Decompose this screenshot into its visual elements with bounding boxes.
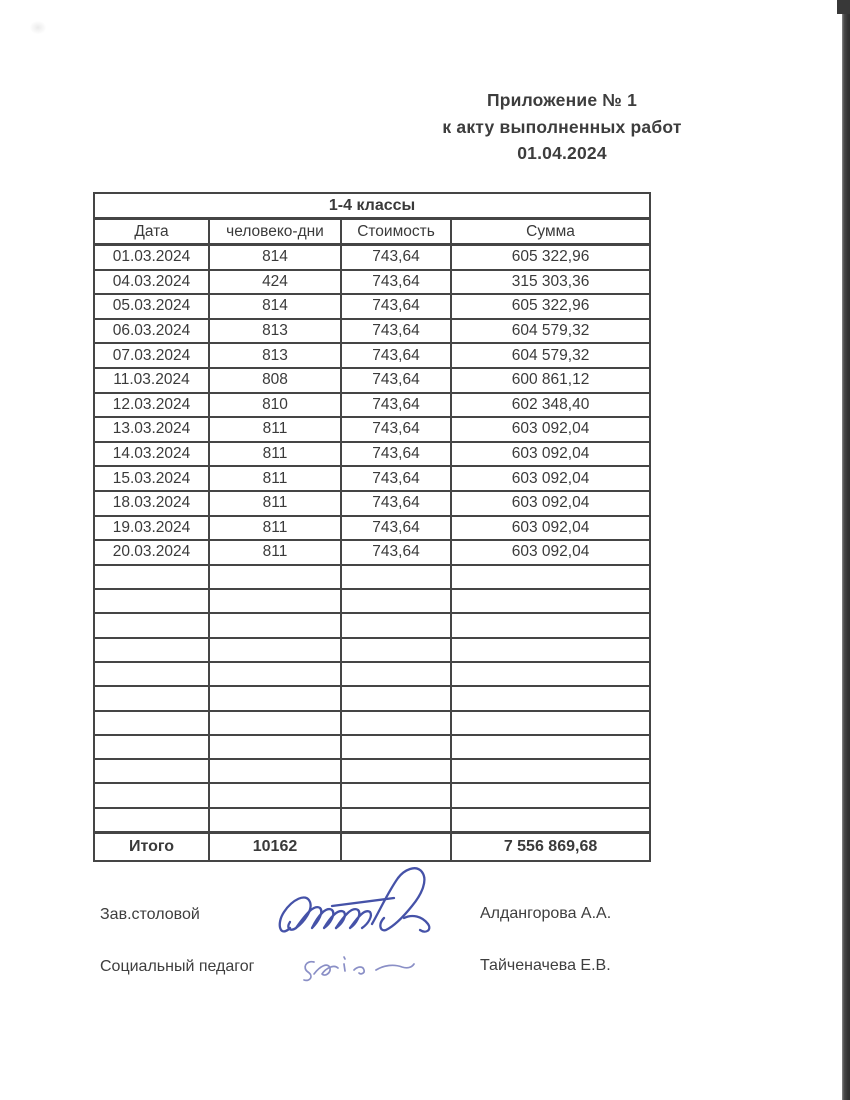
- empty-cell: [341, 613, 451, 637]
- empty-cell: [209, 711, 341, 735]
- empty-cell: [341, 662, 451, 686]
- empty-cell: [94, 589, 209, 613]
- signature-role-canteen-manager: Зав.столовой: [100, 906, 200, 923]
- cost-cell: 743,64: [341, 491, 451, 516]
- table-row: [94, 343, 650, 368]
- cost-cell: 743,64: [341, 343, 451, 368]
- date-cell: 07.03.2024: [94, 343, 209, 368]
- empty-table-row: [94, 638, 650, 662]
- date-cell: 14.03.2024: [94, 442, 209, 467]
- sum-cell: 603 092,04: [451, 442, 650, 467]
- sum-cell: 600 861,12: [451, 368, 650, 393]
- man-days-cell: 813: [209, 343, 341, 368]
- man-days-cell: 811: [209, 417, 341, 442]
- empty-cell: [451, 613, 650, 637]
- empty-cell: [209, 686, 341, 710]
- empty-cell: [451, 589, 650, 613]
- man-days-cell: 810: [209, 393, 341, 418]
- empty-cell: [341, 783, 451, 807]
- total-label: Итого: [94, 832, 209, 861]
- signature-name-social-teacher: Тайченачева Е.В.: [480, 957, 611, 974]
- scan-edge-bar: [842, 0, 850, 1100]
- man-days-cell: 808: [209, 368, 341, 393]
- empty-cell: [209, 759, 341, 783]
- cost-cell: 743,64: [341, 245, 451, 270]
- man-days-cell: 811: [209, 466, 341, 491]
- table-total-row: [94, 832, 650, 861]
- empty-cell: [94, 662, 209, 686]
- total-man-days: 10162: [209, 832, 341, 861]
- table-row: [94, 442, 650, 467]
- scan-edge-corner: [837, 0, 850, 14]
- empty-cell: [451, 638, 650, 662]
- sum-cell: 603 092,04: [451, 417, 650, 442]
- empty-cell: [451, 662, 650, 686]
- table-row: [94, 270, 650, 295]
- table-row: [94, 417, 650, 442]
- cost-cell: 743,64: [341, 294, 451, 319]
- empty-cell: [94, 735, 209, 759]
- empty-cell: [341, 759, 451, 783]
- sum-cell: 603 092,04: [451, 540, 650, 565]
- empty-cell: [209, 589, 341, 613]
- total-cost: [341, 832, 451, 861]
- date-cell: 11.03.2024: [94, 368, 209, 393]
- sum-cell: 605 322,96: [451, 245, 650, 270]
- empty-table-row: [94, 783, 650, 807]
- cost-cell: 743,64: [341, 319, 451, 344]
- col-header-man-days: человеко-дни: [209, 219, 341, 245]
- empty-table-row: [94, 711, 650, 735]
- empty-cell: [341, 589, 451, 613]
- man-days-cell: 814: [209, 245, 341, 270]
- man-days-cell: 424: [209, 270, 341, 295]
- signature-ink-social-teacher: [300, 944, 418, 986]
- man-days-cell: 811: [209, 442, 341, 467]
- table-row: [94, 466, 650, 491]
- empty-cell: [94, 686, 209, 710]
- empty-table-row: [94, 613, 650, 637]
- cost-cell: 743,64: [341, 466, 451, 491]
- empty-cell: [209, 808, 341, 833]
- table-title: 1-4 классы: [94, 193, 650, 219]
- empty-cell: [451, 759, 650, 783]
- table-title-row: [94, 193, 650, 219]
- cost-cell: 743,64: [341, 417, 451, 442]
- empty-cell: [94, 565, 209, 589]
- empty-cell: [341, 638, 451, 662]
- col-header-date: Дата: [94, 219, 209, 245]
- sum-cell: 604 579,32: [451, 319, 650, 344]
- empty-cell: [209, 735, 341, 759]
- date-cell: 12.03.2024: [94, 393, 209, 418]
- meals-table: [93, 192, 651, 862]
- signature-name-canteen-manager: Алдангорова А.А.: [480, 905, 612, 922]
- empty-table-row: [94, 662, 650, 686]
- table-row: [94, 491, 650, 516]
- empty-table-row: [94, 686, 650, 710]
- date-cell: 15.03.2024: [94, 466, 209, 491]
- date-cell: 19.03.2024: [94, 516, 209, 541]
- cost-cell: 743,64: [341, 368, 451, 393]
- empty-cell: [209, 662, 341, 686]
- empty-table-row: [94, 589, 650, 613]
- signature-role-social-teacher: Социальный педагог: [100, 958, 255, 975]
- empty-cell: [451, 735, 650, 759]
- total-sum: 7 556 869,68: [451, 832, 650, 861]
- table-row: [94, 245, 650, 270]
- empty-cell: [451, 565, 650, 589]
- date-cell: 13.03.2024: [94, 417, 209, 442]
- empty-cell: [341, 735, 451, 759]
- empty-table-row: [94, 735, 650, 759]
- cost-cell: 743,64: [341, 393, 451, 418]
- date-cell: 06.03.2024: [94, 319, 209, 344]
- date-cell: 05.03.2024: [94, 294, 209, 319]
- date-cell: 01.03.2024: [94, 245, 209, 270]
- empty-table-row: [94, 565, 650, 589]
- man-days-cell: 811: [209, 491, 341, 516]
- man-days-cell: 813: [209, 319, 341, 344]
- empty-cell: [94, 783, 209, 807]
- sum-cell: 603 092,04: [451, 466, 650, 491]
- header-line-act: к акту выполненных работ: [442, 116, 682, 137]
- empty-cell: [94, 613, 209, 637]
- meals-table-wrapper: [93, 192, 651, 862]
- empty-cell: [94, 808, 209, 833]
- signature-ink-canteen-manager: [276, 862, 446, 948]
- empty-cell: [451, 711, 650, 735]
- empty-cell: [94, 711, 209, 735]
- cost-cell: 743,64: [341, 540, 451, 565]
- date-cell: 20.03.2024: [94, 540, 209, 565]
- table-header-row: [94, 219, 650, 245]
- scan-smudge: [30, 21, 46, 34]
- sum-cell: 603 092,04: [451, 516, 650, 541]
- table-row: [94, 516, 650, 541]
- empty-cell: [341, 686, 451, 710]
- sum-cell: 604 579,32: [451, 343, 650, 368]
- cost-cell: 743,64: [341, 516, 451, 541]
- table-row: [94, 294, 650, 319]
- man-days-cell: 811: [209, 540, 341, 565]
- sum-cell: 603 092,04: [451, 491, 650, 516]
- table-row: [94, 393, 650, 418]
- empty-cell: [451, 783, 650, 807]
- empty-cell: [451, 808, 650, 833]
- empty-cell: [341, 711, 451, 735]
- man-days-cell: 814: [209, 294, 341, 319]
- empty-cell: [341, 808, 451, 833]
- sum-cell: 315 303,36: [451, 270, 650, 295]
- sum-cell: 602 348,40: [451, 393, 650, 418]
- table-row: [94, 540, 650, 565]
- empty-cell: [209, 613, 341, 637]
- sum-cell: 605 322,96: [451, 294, 650, 319]
- empty-cell: [451, 686, 650, 710]
- col-header-cost: Стоимость: [341, 219, 451, 245]
- document-header: [392, 87, 732, 167]
- header-line-date: 01.04.2024: [517, 143, 607, 163]
- empty-cell: [209, 638, 341, 662]
- date-cell: 18.03.2024: [94, 491, 209, 516]
- man-days-cell: 811: [209, 516, 341, 541]
- empty-table-row: [94, 759, 650, 783]
- empty-table-row: [94, 808, 650, 833]
- table-row: [94, 368, 650, 393]
- header-line-appendix: Приложение № 1: [486, 90, 638, 110]
- empty-cell: [341, 565, 451, 589]
- table-row: [94, 319, 650, 344]
- empty-cell: [209, 783, 341, 807]
- table-body: [94, 245, 650, 833]
- cost-cell: 743,64: [341, 442, 451, 467]
- empty-cell: [209, 565, 341, 589]
- empty-cell: [94, 759, 209, 783]
- empty-cell: [94, 638, 209, 662]
- date-cell: 04.03.2024: [94, 270, 209, 295]
- cost-cell: 743,64: [341, 270, 451, 295]
- col-header-sum: Сумма: [451, 219, 650, 245]
